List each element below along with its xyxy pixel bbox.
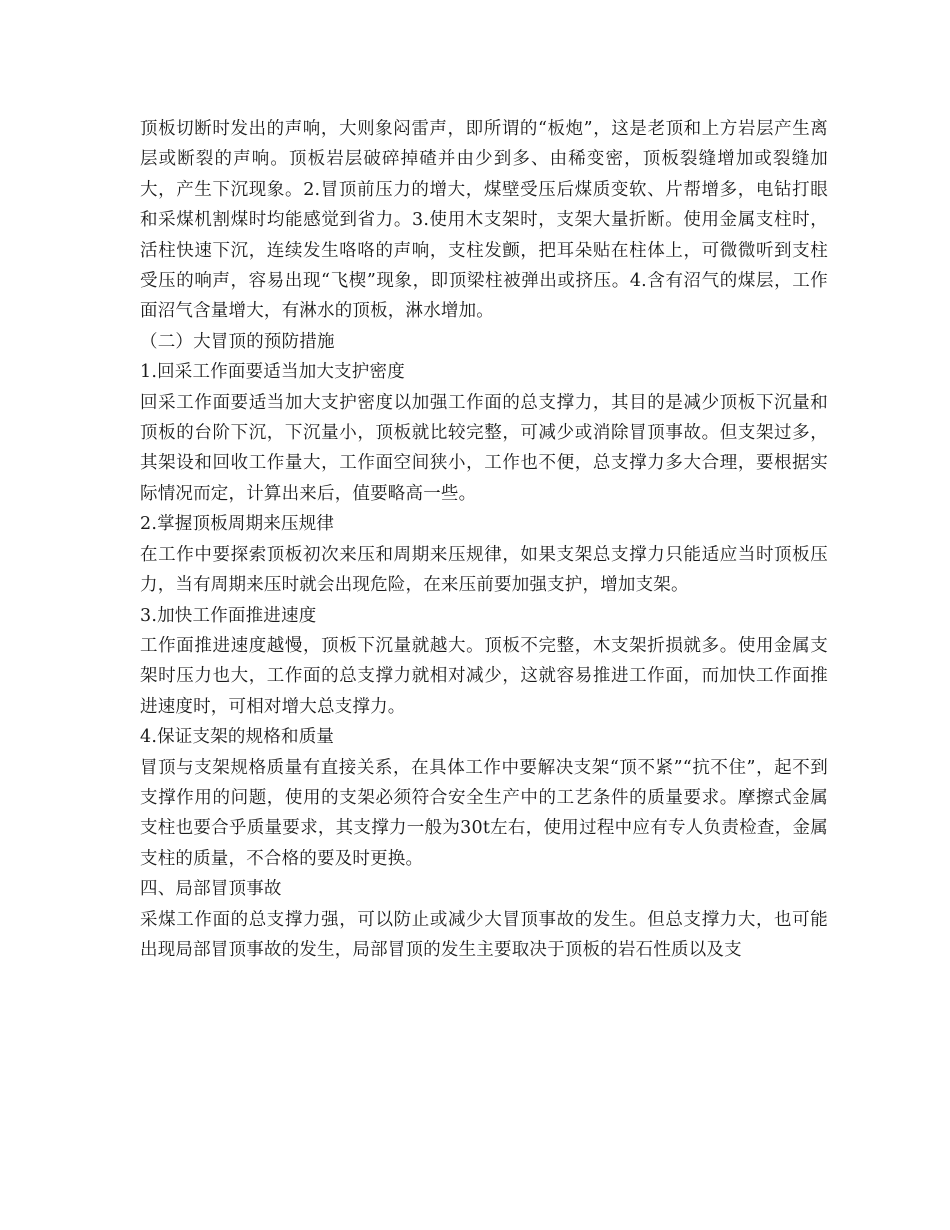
paragraph-advance-speed: 工作面推进速度越慢，顶板下沉量就越大。顶板不完整，木支架折损就多。使用金属支架时压力也大，工作面的总支撑力就相对减少，这就容易推进工作面，而加快工作面推进速度时，可相对增大总支撑力。 xyxy=(140,635,828,717)
subheading-periodic-pressure: 2.掌握顶板周期来压规律 xyxy=(140,514,335,535)
section-heading-local-roof-fall: 四、局部冒顶事故 xyxy=(140,879,282,900)
paragraph-support-density: 回采工作面要适当加大支护密度以加强工作面的总支撑力，其目的是减少顶板下沉量和顶板的台阶下沉，下沉量小，顶板就比较完整，可减少或消除冒顶事故。但支架过多，其架设和回收工作量大，工作面空间狭小，工作也不便，总支撑力多大合理，要根据实际情况而定，计算出来后，值要略高一些。 xyxy=(140,392,828,504)
paragraph-roof-warning-signs: 顶板切断时发出的声响，大则象闷雷声，即所谓的“板炮”，这是老顶和上方岩层产生离层或断裂的声响。顶板岩层破碎掉碴并由少到多、由稀变密，顶板裂缝增加或裂缝加大，产生下沉现象。2.冒顶前压力的增大，煤壁受压后煤质变软、片帮增多，电钻打眼和采煤机割煤时均能感觉到省力。3.使用木支架时，支架大量折断。使用金属支柱时，活柱快速下沉，连续发生咯咯的声响，支柱发颤，把耳朵贴在柱体上，可微微听到支柱受压的响声，容易出现“飞楔”现象，即顶梁柱被弹出或挤压。4.含有沼气的煤层，工作面沼气含量增大，有淋水的顶板，淋水增加。 xyxy=(140,119,828,322)
subheading-support-density: 1.回采工作面要适当加大支护密度 xyxy=(140,362,405,383)
subheading-advance-speed: 3.加快工作面推进速度 xyxy=(140,605,317,626)
subheading-support-quality: 4.保证支架的规格和质量 xyxy=(140,727,335,748)
paragraph-support-quality: 冒顶与支架规格质量有直接关系，在具体工作中要解决支架“顶不紧”“抗不住”，起不到支撑作用的问题，使用的支架必须符合安全生产中的工艺条件的质量要求。摩擦式金属支柱也要合乎质量要求，其支撑力一般为30t左右，使用过程中应有专人负责检查，金属支柱的质量，不合格的要及时更换。 xyxy=(140,757,828,869)
section-heading-prevention: （二）大冒顶的预防措施 xyxy=(140,331,335,352)
document-body xyxy=(140,114,828,965)
paragraph-periodic-pressure: 在工作中要探索顶板初次来压和周期来压规律，如果支架总支撑力只能适应当时顶板压力，当有周期来压时就会出现危险，在来压前要加强支护，增加支架。 xyxy=(140,544,828,596)
paragraph-local-roof-fall: 采煤工作面的总支撑力强，可以防止或减少大冒顶事故的发生。但总支撑力大，也可能出现局部冒顶事故的发生，局部冒顶的发生主要取决于顶板的岩石性质以及支 xyxy=(140,909,828,960)
